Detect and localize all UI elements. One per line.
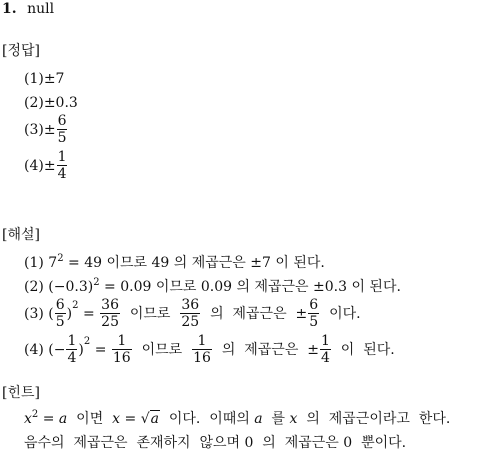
hint-header: [힌트] (2, 385, 40, 401)
expl-4-text-3: 이 된다. (331, 341, 395, 358)
fraction-numerator: 1 (197, 333, 207, 349)
expl-2-exponent: 2 (93, 277, 100, 288)
sqrt-argument: a (150, 411, 159, 427)
expl-4-fraction-c (192, 334, 212, 365)
fraction-denominator: 4 (320, 350, 330, 366)
hint-var-a-2: a (254, 411, 263, 427)
hint-var-x: x (24, 411, 32, 427)
answer-item-3 (24, 114, 68, 145)
answer-item-4 (24, 150, 68, 181)
expl-3-text-2: 의 제곱근은 ± (201, 305, 308, 322)
expl-2-text: = 0.09 이므로 0.09 의 제곱근은 ±0.3 이 된다. (99, 279, 401, 295)
hint-var-x-2: x (112, 411, 121, 427)
expl-1-exponent: 2 (57, 253, 64, 264)
expl-4-close: ) (78, 341, 84, 358)
expl-3-prefix: (3) ( (24, 305, 54, 322)
question-text: null (27, 1, 55, 17)
explanation-line-1 (24, 253, 325, 271)
hint-text-4: 의 제곱근이라고 한다. (297, 411, 451, 427)
expl-3-fraction-c (180, 298, 200, 329)
expl-3-fraction-b (100, 298, 120, 329)
explanation-line-4 (24, 334, 395, 365)
answer-item-4-fraction (57, 150, 68, 181)
answer-item-4-label: (4)± (24, 157, 56, 174)
fraction-numerator: 6 (55, 297, 65, 313)
expl-1-text: = 49 이므로 49 의 제곱근은 ±7 이 된다. (63, 255, 325, 271)
expl-3-text-3: 이다. (320, 305, 361, 322)
hint-var-a: a (58, 411, 68, 427)
hint-exponent: 2 (31, 409, 39, 420)
fraction-denominator: 25 (101, 314, 119, 330)
fraction-denominator: 16 (112, 350, 131, 366)
expl-4-fraction-a (66, 334, 77, 365)
hint-line-1 (24, 409, 451, 427)
expl-3-exponent: 2 (72, 299, 79, 311)
expl-3-fraction-d (308, 298, 319, 329)
expl-4-fraction-d (320, 334, 331, 365)
answer-item-1: (1)±7 (24, 71, 65, 87)
fraction-denominator: 5 (309, 314, 319, 330)
fraction-denominator: 5 (57, 130, 67, 146)
fraction-numerator: 6 (57, 113, 67, 129)
hint-equals-2: = (120, 411, 141, 427)
hint-line-2: 음수의 제곱근은 존재하지 않으며 0 의 제곱근은 0 뿐이다. (24, 435, 407, 451)
expl-3-close: ) (66, 305, 73, 322)
fraction-numerator: 1 (320, 333, 330, 349)
hint-text-1: 이면 (67, 411, 113, 427)
expl-4-equals: = (90, 341, 111, 358)
answer-item-3-label: (3)± (24, 121, 56, 138)
hint-var-x-3: x (289, 411, 298, 427)
expl-2-prefix: (2) (−0.3) (24, 279, 94, 295)
hint-text-3: 를 (262, 411, 290, 427)
fraction-numerator: 1 (57, 149, 67, 165)
fraction-denominator: 16 (193, 350, 211, 366)
expl-4-prefix: (4) (− (24, 341, 66, 358)
fraction-denominator: 25 (181, 314, 200, 330)
answer-header: [정답] (2, 43, 40, 59)
expl-3-text-1: 이므로 (120, 305, 180, 322)
fraction-numerator: 36 (181, 297, 200, 313)
fraction-numerator: 1 (67, 333, 77, 349)
hint-equals: = (38, 411, 59, 427)
sqrt-sign: √a (140, 411, 159, 427)
fraction-denominator: 4 (57, 166, 67, 182)
answer-item-2: (2)±0.3 (24, 95, 78, 111)
answer-item-3-fraction (57, 114, 68, 145)
expl-3-fraction-a (55, 298, 66, 329)
fraction-denominator: 4 (67, 350, 77, 366)
expl-4-text-1: 이므로 (132, 341, 192, 358)
explanation-line-2 (24, 277, 401, 295)
expl-4-exponent: 2 (83, 335, 91, 347)
explanation-line-3 (24, 298, 361, 329)
question-line (2, 2, 54, 16)
fraction-numerator: 36 (101, 297, 119, 313)
question-number: 1. (2, 1, 17, 17)
expl-1-prefix: (1) 7 (24, 255, 58, 271)
fraction-denominator: 5 (55, 314, 65, 330)
hint-text-2: 이다. 이때의 (159, 411, 255, 427)
expl-4-fraction-b (112, 334, 132, 365)
fraction-numerator: 1 (117, 333, 127, 349)
expl-3-equals: = (78, 305, 100, 322)
fraction-numerator: 6 (309, 297, 319, 313)
explanation-header: [해설] (2, 227, 40, 243)
expl-4-text-2: 의 제곱근은 ± (212, 341, 319, 358)
